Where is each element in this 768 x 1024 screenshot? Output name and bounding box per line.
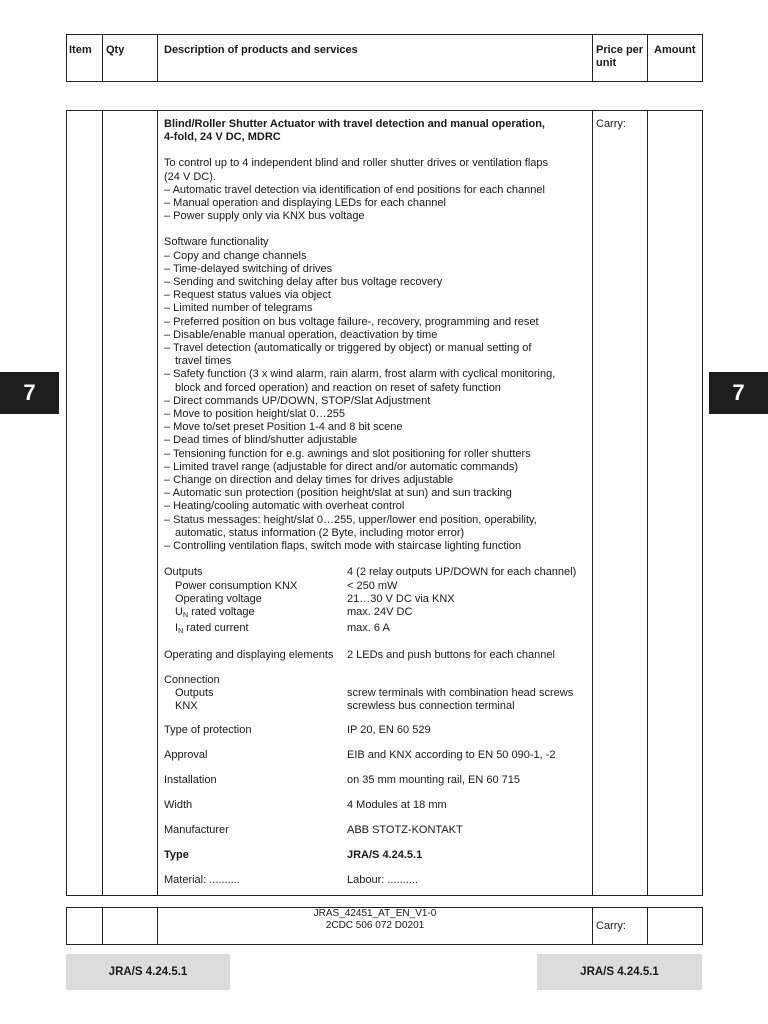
spec-protection: Type of protection IP 20, EN 60 529: [164, 724, 431, 737]
chapter-tab-right: 7: [709, 372, 768, 414]
spec-conn-knx: KNX screwless bus connection terminal: [175, 699, 515, 712]
feature-item: – Manual operation and displaying LEDs for each channel: [164, 197, 446, 210]
header-divider: [102, 34, 103, 82]
software-item: – Move to/set preset Position 1-4 and 8 bit scene: [164, 421, 403, 434]
doc-code-line2: 2CDC 506 072 D0201: [325, 920, 425, 931]
software-item-cont: block and forced operation) and reaction on reset of safety function: [175, 381, 501, 394]
carry-top: Carry:: [596, 118, 626, 130]
spec-connection: Connection: [164, 673, 220, 686]
header-price-line1: Price per: [596, 44, 644, 56]
header-divider: [592, 34, 593, 82]
carry-bottom: Carry:: [596, 920, 626, 932]
feature-item: – Automatic travel detection via identification of end positions for each channel: [164, 183, 545, 196]
main-divider: [647, 110, 648, 896]
software-item: – Safety function (3 x wind alarm, rain alarm, frost alarm with cyclical monitoring,: [164, 368, 556, 381]
software-item: – Time-delayed switching of drives: [164, 262, 333, 275]
software-item: – Sending and switching delay after bus voltage recovery: [164, 276, 443, 289]
spec-operating-elements: Operating and displaying elements 2 LEDs and push buttons for each channel: [164, 649, 555, 662]
spec-outputs: Outputs 4 (2 relay outputs UP/DOWN for each channel): [164, 566, 577, 579]
software-item: – Disable/enable manual operation, deactivation by time: [164, 328, 438, 341]
product-description: [164, 118, 592, 887]
spec-installation: Installation on 35 mm mounting rail, EN 60 715: [164, 774, 521, 787]
software-item: – Direct commands UP/DOWN, STOP/Slat Adjustment: [164, 394, 431, 407]
intro-text: To control up to 4 independent blind and roller shutter drives or ventilation flaps: [164, 157, 549, 170]
software-item-cont: travel times: [175, 355, 232, 368]
main-divider: [592, 110, 593, 896]
chapter-tab-left: 7: [0, 372, 59, 414]
intro-text: (24 V DC).: [164, 170, 216, 183]
carry-divider: [647, 907, 648, 945]
software-item: – Travel detection (automatically or triggered by object) or manual setting of: [164, 342, 532, 355]
spec-rated-voltage: $U_N$ rated voltage max. 24V DC: [175, 605, 413, 619]
header-price-line2: unit: [596, 57, 617, 69]
software-item: – Automatic sun protection (position height/slat at sun) and sun tracking: [164, 487, 512, 500]
software-item: – Move to position height/slat 0…255: [164, 408, 346, 421]
header-description: Description of products and services: [164, 44, 358, 56]
main-divider: [157, 110, 158, 896]
software-item: – Dead times of blind/shutter adjustable: [164, 434, 358, 447]
software-item: – Request status values via object: [164, 289, 331, 302]
spec-width: Width 4 Modules at 18 mm: [164, 799, 447, 812]
carry-divider: [102, 907, 103, 945]
software-item: – Change on direction and delay times for drives adjustable: [164, 474, 454, 487]
spec-operating-voltage: Operating voltage 21…30 V DC via KNX: [175, 592, 455, 605]
software-item: – Tensioning function for e.g. awnings and slot positioning for roller shutters: [164, 447, 531, 460]
spec-type: Type JRA/S 4.24.5.1: [164, 849, 423, 862]
software-heading: Software functionality: [164, 236, 269, 249]
header-item: Item: [69, 44, 92, 56]
feature-item: – Power supply only via KNX bus voltage: [164, 210, 365, 223]
software-item: – Controlling ventilation flaps, switch mode with staircase lighting function: [164, 540, 522, 553]
doc-code-line1: JRAS_42451_AT_EN_V1-0: [313, 908, 437, 919]
software-item: – Preferred position on bus voltage failure-, recovery, programming and reset: [164, 315, 539, 328]
header-amount: Amount: [654, 44, 696, 56]
footer-type-right: JRA/S 4.24.5.1: [537, 954, 702, 990]
product-title: Blind/Roller Shutter Actuator with travel detection and manual operation,: [164, 118, 545, 130]
software-item: – Copy and change channels: [164, 249, 307, 262]
header-qty: Qty: [106, 44, 125, 56]
header-divider: [157, 34, 158, 82]
carry-divider: [592, 907, 593, 945]
software-item: – Limited travel range (adjustable for direct and/or automatic commands): [164, 460, 519, 473]
spec-material-labour: Material: .......... Labour: ..........: [164, 874, 418, 887]
header-divider: [647, 34, 648, 82]
main-divider: [102, 110, 103, 896]
software-item: – Status messages: height/slat 0…255, upper/lower end position, operability,: [164, 513, 537, 526]
spec-rated-current: $I_N$ rated current max. 6 A: [175, 622, 390, 636]
software-item-cont: automatic, status information (2 Byte, including motor error): [175, 526, 465, 539]
footer-type-left: JRA/S 4.24.5.1: [66, 954, 230, 990]
spec-conn-outputs: Outputs screw terminals with combination head screws: [175, 686, 574, 699]
spec-approval: Approval EIB and KNX according to EN 50 090-1, -2: [164, 749, 556, 762]
software-item: – Heating/cooling automatic with overheat control: [164, 500, 405, 513]
product-title: 4-fold, 24 V DC, MDRC: [164, 131, 281, 144]
software-item: – Limited number of telegrams: [164, 302, 313, 315]
spec-manufacturer: Manufacturer ABB STOTZ-KONTAKT: [164, 824, 463, 837]
spec-power: Power consumption KNX < 250 mW: [175, 579, 398, 592]
